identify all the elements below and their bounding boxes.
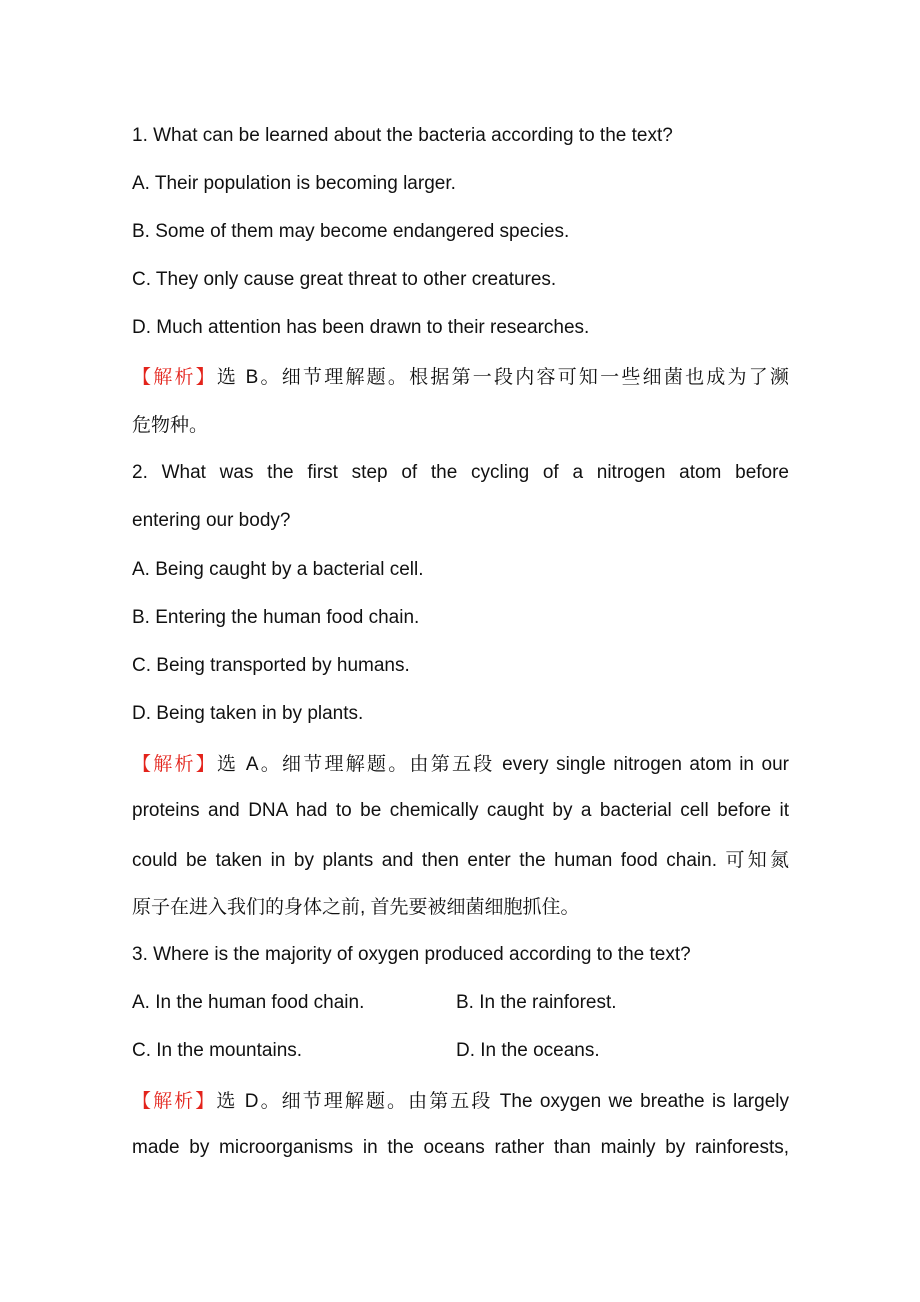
- question-2-option-c: C. Being transported by humans.: [132, 655, 410, 676]
- question-3-option-c: C. In the mountains.: [132, 1040, 303, 1061]
- question-1-analysis: [132, 363, 789, 393]
- question-2-stem: 2. What was the first step of the cycling of a nitrogen atom before: [132, 462, 789, 483]
- question-1-stem: 1. What can be learned about the bacteria according to the text?: [132, 125, 673, 146]
- analysis-text: 选 D。细节理解题。由第五段 The oxygen we breathe is largely: [216, 1091, 789, 1112]
- question-2-analysis-cont-2: could be taken in by plants and then enter the human food chain. 可知氮: [132, 850, 789, 871]
- question-3-option-d: D. In the oceans.: [456, 1040, 600, 1061]
- question-2-analysis-cont-1: proteins and DNA had to be chemically caught by a bacterial cell before it: [132, 800, 789, 821]
- question-3-options-row-1: [132, 988, 789, 1018]
- question-1-analysis-cont: 危物种。: [132, 415, 209, 436]
- question-1-option-a: A. Their population is becoming larger.: [132, 173, 456, 194]
- question-2-analysis-cont-3: 原子在进入我们的身体之前, 首先要被细菌细胞抓住。: [132, 897, 580, 918]
- analysis-text: 选 A。细节理解题。由第五段 every single nitrogen atom in our: [217, 754, 789, 775]
- question-1-option-c: C. They only cause great threat to other creatures.: [132, 269, 557, 290]
- question-2-option-a: A. Being caught by a bacterial cell.: [132, 559, 424, 580]
- question-3-analysis-cont: made by microorganisms in the oceans rather than mainly by rainforests,: [132, 1137, 789, 1158]
- question-2-option-d: D. Being taken in by plants.: [132, 703, 364, 724]
- question-1-option-b: B. Some of them may become endangered species.: [132, 221, 570, 242]
- analysis-tag: 【解析】: [132, 1091, 217, 1112]
- question-3-analysis: [132, 1087, 789, 1117]
- question-1-option-d: D. Much attention has been drawn to their researches.: [132, 317, 590, 338]
- question-3-stem: 3. Where is the majority of oxygen produced according to the text?: [132, 944, 691, 965]
- question-3-option-a: A. In the human food chain.: [132, 992, 365, 1013]
- analysis-tag: 【解析】: [132, 367, 217, 388]
- analysis-tag: 【解析】: [132, 754, 218, 775]
- question-2-option-b: B. Entering the human food chain.: [132, 607, 420, 628]
- question-3-option-b: B. In the rainforest.: [456, 992, 617, 1013]
- question-2-stem-cont: entering our body?: [132, 510, 291, 531]
- analysis-text: 选 B。细节理解题。根据第一段内容可知一些细菌也成为了濒: [216, 367, 789, 388]
- question-2-analysis: [132, 750, 789, 780]
- question-3-options-row-2: [132, 1036, 789, 1066]
